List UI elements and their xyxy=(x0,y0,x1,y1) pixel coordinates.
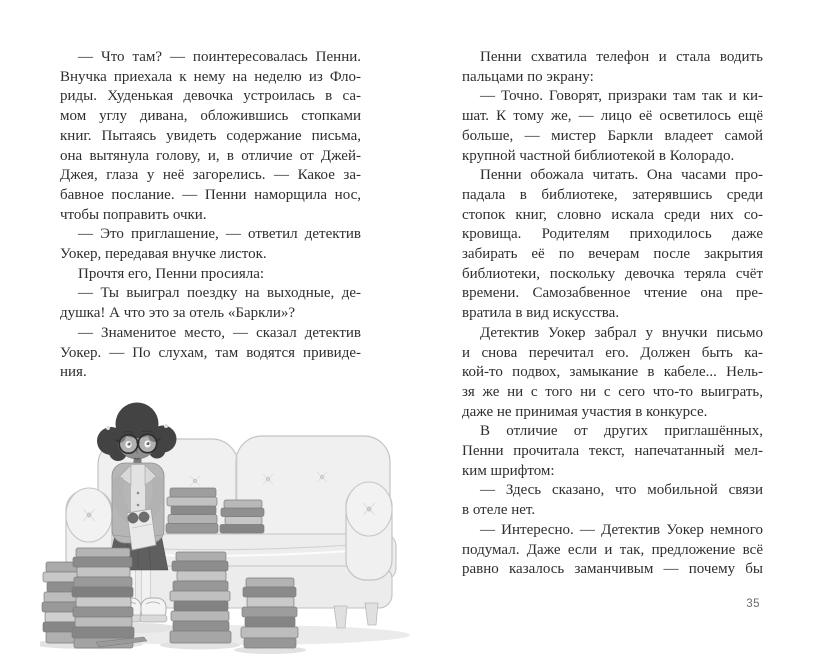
illustration-girl-couch-books xyxy=(40,392,420,654)
text-line: Пенни прочитала текст, напечатанный мел- xyxy=(462,443,763,460)
text-line: ния. xyxy=(60,364,87,381)
text-line: крупной частной библиотекой в Колорадо. xyxy=(462,147,735,164)
text-line: подумал. Даже если и так, предложение всё xyxy=(462,541,763,558)
paragraph xyxy=(462,481,763,520)
paragraph xyxy=(462,521,763,580)
text-line: кой-то подвох, замыкание в кабеле... Нель- xyxy=(462,364,763,381)
text-line: — Интересно. — Детектив Уокер немного xyxy=(480,521,763,538)
paragraph xyxy=(462,422,763,481)
text-line: мом углу дивана, обложившись стопками xyxy=(60,108,361,125)
text-line: — Здесь сказано, что мобильной связи xyxy=(480,482,763,499)
paragraph xyxy=(462,324,763,423)
text-line: пальцами по экрану: xyxy=(462,68,594,85)
text-line: — Ты выиграл поездку на выходные, де- xyxy=(78,285,361,302)
text-line: забирать её по вечерам после закрытия xyxy=(462,246,763,263)
floor-books-middle xyxy=(160,552,240,650)
text-line: Прочтя его, Пенни просияла: xyxy=(78,265,265,282)
text-line: — Точно. Говорят, призраки там так и ки- xyxy=(480,88,763,105)
couch-leg xyxy=(365,603,378,625)
paragraph xyxy=(462,87,763,166)
text-line: ким шрифтом: xyxy=(462,462,555,479)
couch-leg xyxy=(334,606,347,628)
paragraph xyxy=(60,284,361,323)
text-line: бавное послание. — Пенни наморщила нос, xyxy=(60,186,361,203)
text-line: вратила в вид искусства. xyxy=(462,305,620,322)
text-line: — Что там? — поинтересовалась Пенни. xyxy=(78,49,361,65)
text-line: — Это приглашение, — ответил детектив xyxy=(78,226,361,243)
text-line: Внучка приехала к нему на неделю из Фло- xyxy=(60,68,361,85)
text-line: кровища. Родителям приходилось даже xyxy=(462,226,763,243)
text-line: зя же ни с того ни с сего что-то выиграть, xyxy=(462,383,763,400)
text-line: Детектив Уокер забрал у внучки письмо xyxy=(480,324,763,341)
text-line: — Знаменитое место, — сказал детектив xyxy=(78,324,361,341)
floor-books-right xyxy=(234,578,306,654)
text-line: книг. Пытаясь увидеть содержание письма, xyxy=(60,127,361,144)
left-page-text xyxy=(60,48,361,383)
text-line: Пенни схватила телефон и стала водить xyxy=(480,49,763,65)
paragraph xyxy=(462,48,763,87)
paragraph xyxy=(60,265,361,285)
text-line: равно казалось заманчивым — почему бы xyxy=(462,561,763,578)
text-line: Пенни обожала читать. Она часами про- xyxy=(480,167,763,184)
right-page-text xyxy=(462,48,763,580)
text-line: риды. Худенькая девочка устроилась в са- xyxy=(60,88,361,105)
text-line: падала в библиотеке, затерявшись среди xyxy=(462,186,763,203)
text-line: она вытянула голову, и, в отличие от Джей- xyxy=(60,147,361,164)
text-line: больше, — мистер Баркли владеет самой xyxy=(462,127,763,144)
text-line: в отеле нет. xyxy=(462,502,536,519)
text-line: времени. Самозабвенное чтение она пре- xyxy=(462,285,763,302)
paragraph xyxy=(60,225,361,264)
paragraph xyxy=(60,48,361,225)
text-line: Уокер. — По слухам, там водятся привиде- xyxy=(60,344,361,361)
paragraph xyxy=(60,324,361,383)
text-line: Джея, глаза у неё загорелись. — Какое за- xyxy=(60,167,361,184)
paragraph xyxy=(462,166,763,324)
text-line: Уокер, передавая внучке листок. xyxy=(60,246,267,263)
text-line: библиотеки, поскольку девочка теряла счёт xyxy=(462,265,763,282)
floor-books-left xyxy=(40,548,143,649)
text-line: чтобы поправить очки. xyxy=(60,206,207,223)
text-line: душка! А что это за отель «Баркли»? xyxy=(60,305,296,322)
text-line: шат. К тому же, — лицо её осветилось ещё xyxy=(462,108,763,125)
text-line: В отличие от других приглашённых, xyxy=(480,423,763,440)
text-line: даже не принимая участия в конкурсе. xyxy=(462,403,708,420)
page-number: 35 xyxy=(746,598,760,610)
text-line: и снова перечитал его. Должен быть ка- xyxy=(462,344,763,361)
text-line: стопок книг, словно искала среди них со- xyxy=(462,206,763,223)
